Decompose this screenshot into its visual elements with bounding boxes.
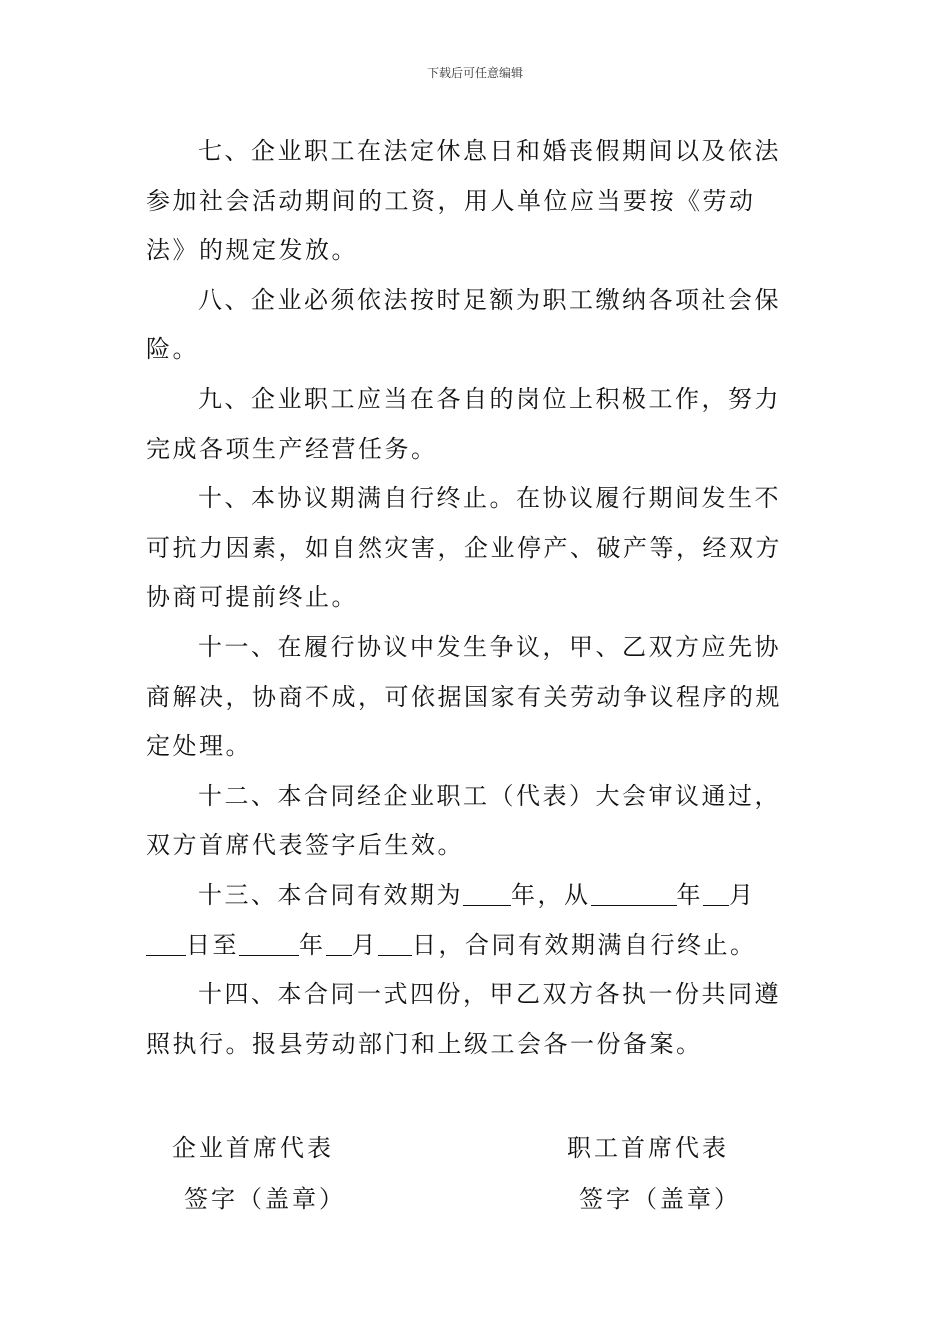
enterprise-rep-title: 企业首席代表: [172, 1134, 334, 1162]
clause-9: 九、企业职工应当在各自的岗位上积极工作，努力完成各项生产经营任务。: [146, 384, 781, 463]
blank-term-years: [463, 879, 511, 906]
clause-14: 十四、本合同一式四份，甲乙双方各执一份共同遵照执行。报县劳动部门和上级工会各一份备案。: [146, 980, 781, 1058]
clause-7: 七、企业职工在法定休息日和婚丧假期间以及依法参加社会活动期间的工资，用人单位应当要按《劳动法》的规定发放。: [146, 137, 781, 265]
enterprise-rep-sign: 签字（盖章）: [184, 1185, 346, 1213]
blank-end-year: [239, 929, 299, 956]
clause-8: 八、企业必须依法按时足额为职工缴纳各项社会保险。: [146, 285, 781, 364]
clause-13-text: 年，从: [511, 880, 591, 909]
clause-11: 十一、在履行协议中发生争议，甲、乙双方应先协商解决，协商不成，可依据国家有关劳动争议程序的规定处理。: [146, 632, 782, 761]
employee-rep-sign: 签字（盖章）: [579, 1185, 741, 1213]
blank-end-month: [326, 929, 352, 956]
blank-start-month: [703, 879, 729, 906]
clause-13: [146, 871, 794, 970]
page-header: 下载后可任意编辑: [426, 66, 523, 80]
clause-13-text: 月: [351, 930, 378, 959]
blank-start-day: [146, 929, 186, 956]
clause-13-text: 十三、本合同有效期为: [198, 880, 463, 909]
blank-start-year: [591, 879, 677, 906]
clause-13-text: 年: [299, 930, 326, 959]
clause-13-text: 日，合同有效期满自行终止。: [412, 930, 757, 959]
clause-13-text: 月: [729, 880, 756, 909]
employee-rep-title: 职工首席代表: [567, 1134, 729, 1162]
clause-12: 十二、本合同经企业职工（代表）大会审议通过，双方首席代表签字后生效。: [146, 781, 781, 860]
clause-10: 十、本协议期满自行终止。在协议履行期间发生不可抗力因素，如自然灾害，企业停产、破产等，经双方协商可提前终止。: [146, 484, 782, 612]
blank-end-day: [378, 929, 412, 956]
clause-13-text: 年: [676, 880, 703, 909]
document-body: [146, 127, 794, 1069]
clause-13-text: 日至: [186, 930, 239, 959]
